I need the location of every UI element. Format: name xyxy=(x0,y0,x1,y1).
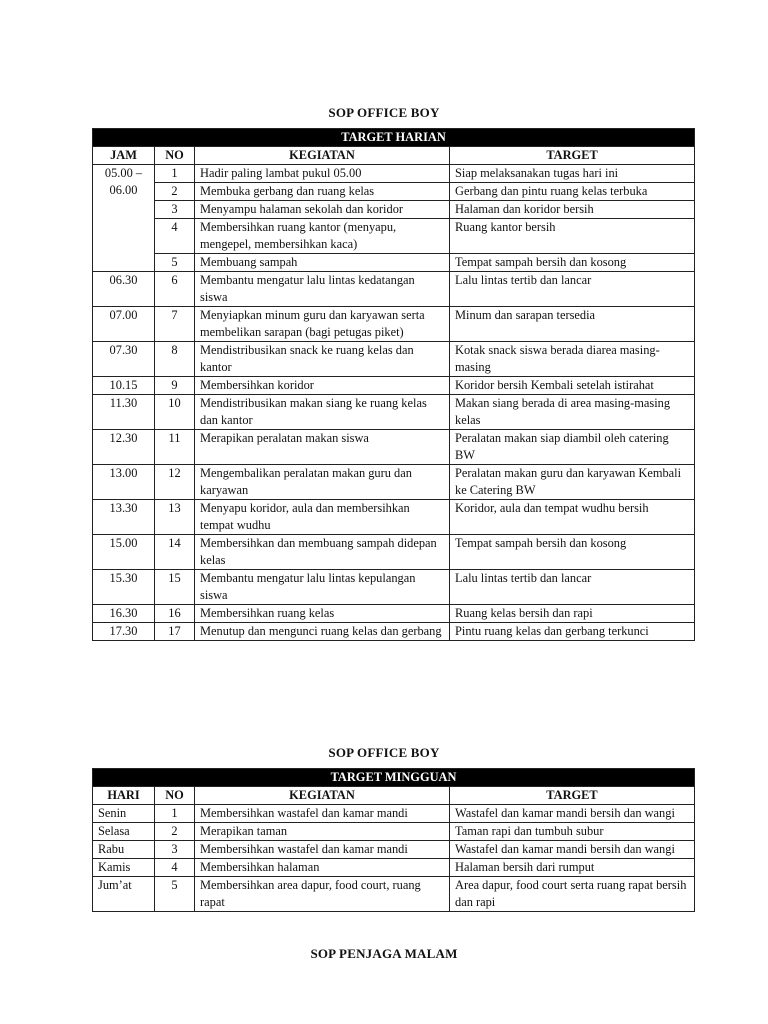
jam-cell: 07.30 xyxy=(93,342,155,377)
target-cell: Halaman bersih dari rumput xyxy=(450,859,695,877)
jam-cell: 11.30 xyxy=(93,395,155,430)
no-cell: 3 xyxy=(155,841,195,859)
weekly-target-table xyxy=(92,768,695,912)
hari-cell: Kamis xyxy=(93,859,155,877)
no-cell: 4 xyxy=(155,219,195,254)
table-row xyxy=(93,859,695,877)
table-row xyxy=(93,342,695,377)
table-row xyxy=(93,377,695,395)
target-cell: Siap melaksanakan tugas hari ini xyxy=(450,165,695,183)
hari-cell: Jum’at xyxy=(93,877,155,912)
table-row xyxy=(93,805,695,823)
col-header-hari: HARI xyxy=(93,787,155,805)
kegiatan-cell: Menutup dan mengunci ruang kelas dan gerbang xyxy=(195,623,450,641)
title-penjaga-malam: SOP PENJAGA MALAM xyxy=(310,946,458,961)
no-cell: 5 xyxy=(155,254,195,272)
table-row xyxy=(93,500,695,535)
target-cell: Koridor bersih Kembali setelah istirahat xyxy=(450,377,695,395)
kegiatan-cell: Membersihkan koridor xyxy=(195,377,450,395)
target-cell: Minum dan sarapan tersedia xyxy=(450,307,695,342)
table-row xyxy=(93,307,695,342)
no-cell: 16 xyxy=(155,605,195,623)
kegiatan-cell: Membersihkan ruang kelas xyxy=(195,605,450,623)
no-cell: 6 xyxy=(155,272,195,307)
target-cell: Pintu ruang kelas dan gerbang terkunci xyxy=(450,623,695,641)
table-row xyxy=(93,605,695,623)
target-cell: Makan siang berada di area masing-masing kelas xyxy=(450,395,695,430)
no-cell: 1 xyxy=(155,165,195,183)
weekly-target-body xyxy=(93,805,695,912)
no-cell: 1 xyxy=(155,805,195,823)
kegiatan-cell: Membersihkan halaman xyxy=(195,859,450,877)
target-cell: Ruang kelas bersih dan rapi xyxy=(450,605,695,623)
target-cell: Halaman dan koridor bersih xyxy=(450,201,695,219)
target-cell: Peralatan makan siap diambil oleh catering BW xyxy=(450,430,695,465)
table-row xyxy=(93,823,695,841)
no-cell: 9 xyxy=(155,377,195,395)
kegiatan-cell: Membuang sampah xyxy=(195,254,450,272)
jam-cell: 13.30 xyxy=(93,500,155,535)
table-row xyxy=(93,219,695,254)
target-cell: Area dapur, food court serta ruang rapat bersih dan rapi xyxy=(450,877,695,912)
kegiatan-cell: Menyiapkan minum guru dan karyawan serta membelikan sarapan (bagi petugas piket) xyxy=(195,307,450,342)
daily-target-body xyxy=(93,165,695,641)
title-mingguan: SOP OFFICE BOY xyxy=(328,745,440,760)
target-cell: Kotak snack siswa berada diarea masing-masing xyxy=(450,342,695,377)
no-cell: 17 xyxy=(155,623,195,641)
kegiatan-cell: Menyapu koridor, aula dan membersihkan tempat wudhu xyxy=(195,500,450,535)
jam-cell: 10.15 xyxy=(93,377,155,395)
target-cell: Lalu lintas tertib dan lancar xyxy=(450,272,695,307)
no-cell: 3 xyxy=(155,201,195,219)
kegiatan-cell: Merapikan taman xyxy=(195,823,450,841)
col-header-no: NO xyxy=(155,787,195,805)
kegiatan-cell: Membantu mengatur lalu lintas kedatangan siswa xyxy=(195,272,450,307)
col-header-target: TARGET xyxy=(450,787,695,805)
kegiatan-cell: Membersihkan wastafel dan kamar mandi xyxy=(195,805,450,823)
table-row xyxy=(93,623,695,641)
jam-cell: 16.30 xyxy=(93,605,155,623)
kegiatan-cell: Merapikan peralatan makan siswa xyxy=(195,430,450,465)
jam-cell: 15.00 xyxy=(93,535,155,570)
jam-cell: 12.30 xyxy=(93,430,155,465)
target-cell: Tempat sampah bersih dan kosong xyxy=(450,535,695,570)
target-cell: Tempat sampah bersih dan kosong xyxy=(450,254,695,272)
kegiatan-cell: Mendistribusikan makan siang ke ruang kelas dan kantor xyxy=(195,395,450,430)
no-cell: 7 xyxy=(155,307,195,342)
col-header-jam: JAM xyxy=(93,147,155,165)
kegiatan-cell: Membersihkan ruang kantor (menyapu, mengepel, membersihkan kaca) xyxy=(195,219,450,254)
kegiatan-cell: Membantu mengatur lalu lintas kepulangan siswa xyxy=(195,570,450,605)
weekly-target-banner: TARGET MINGGUAN xyxy=(93,769,695,787)
no-cell: 14 xyxy=(155,535,195,570)
daily-target-table xyxy=(92,128,695,641)
no-cell: 8 xyxy=(155,342,195,377)
table-row xyxy=(93,254,695,272)
table-row xyxy=(93,201,695,219)
jam-cell: 05.00 – 06.00 xyxy=(93,165,155,272)
kegiatan-cell: Membuka gerbang dan ruang kelas xyxy=(195,183,450,201)
no-cell: 10 xyxy=(155,395,195,430)
table-row xyxy=(93,395,695,430)
table-row xyxy=(93,183,695,201)
hari-cell: Rabu xyxy=(93,841,155,859)
jam-cell: 13.00 xyxy=(93,465,155,500)
kegiatan-cell: Mengembalikan peralatan makan guru dan karyawan xyxy=(195,465,450,500)
jam-cell: 17.30 xyxy=(93,623,155,641)
table-row xyxy=(93,877,695,912)
no-cell: 11 xyxy=(155,430,195,465)
kegiatan-cell: Mendistribusikan snack ke ruang kelas dan kantor xyxy=(195,342,450,377)
table-row xyxy=(93,535,695,570)
target-cell: Wastafel dan kamar mandi bersih dan wangi xyxy=(450,805,695,823)
kegiatan-cell: Hadir paling lambat pukul 05.00 xyxy=(195,165,450,183)
table-row xyxy=(93,841,695,859)
no-cell: 4 xyxy=(155,859,195,877)
col-header-kegiatan: KEGIATAN xyxy=(195,787,450,805)
target-cell: Taman rapi dan tumbuh subur xyxy=(450,823,695,841)
daily-target-banner: TARGET HARIAN xyxy=(93,129,695,147)
no-cell: 5 xyxy=(155,877,195,912)
jam-cell: 06.30 xyxy=(93,272,155,307)
jam-cell: 15.30 xyxy=(93,570,155,605)
jam-cell: 07.00 xyxy=(93,307,155,342)
target-cell: Lalu lintas tertib dan lancar xyxy=(450,570,695,605)
col-header-no: NO xyxy=(155,147,195,165)
table-row xyxy=(93,570,695,605)
target-cell: Gerbang dan pintu ruang kelas terbuka xyxy=(450,183,695,201)
target-cell: Wastafel dan kamar mandi bersih dan wangi xyxy=(450,841,695,859)
kegiatan-cell: Membersihkan area dapur, food court, ruang rapat xyxy=(195,877,450,912)
table-row xyxy=(93,272,695,307)
hari-cell: Selasa xyxy=(93,823,155,841)
target-cell: Ruang kantor bersih xyxy=(450,219,695,254)
no-cell: 2 xyxy=(155,183,195,201)
table-row xyxy=(93,430,695,465)
kegiatan-cell: Menyampu halaman sekolah dan koridor xyxy=(195,201,450,219)
table-row xyxy=(93,165,695,183)
no-cell: 2 xyxy=(155,823,195,841)
no-cell: 12 xyxy=(155,465,195,500)
no-cell: 15 xyxy=(155,570,195,605)
table-row xyxy=(93,465,695,500)
kegiatan-cell: Membersihkan wastafel dan kamar mandi xyxy=(195,841,450,859)
no-cell: 13 xyxy=(155,500,195,535)
hari-cell: Senin xyxy=(93,805,155,823)
target-cell: Peralatan makan guru dan karyawan Kembali ke Catering BW xyxy=(450,465,695,500)
target-cell: Koridor, aula dan tempat wudhu bersih xyxy=(450,500,695,535)
col-header-kegiatan: KEGIATAN xyxy=(195,147,450,165)
title-harian: SOP OFFICE BOY xyxy=(328,105,440,120)
col-header-target: TARGET xyxy=(450,147,695,165)
kegiatan-cell: Membersihkan dan membuang sampah didepan kelas xyxy=(195,535,450,570)
